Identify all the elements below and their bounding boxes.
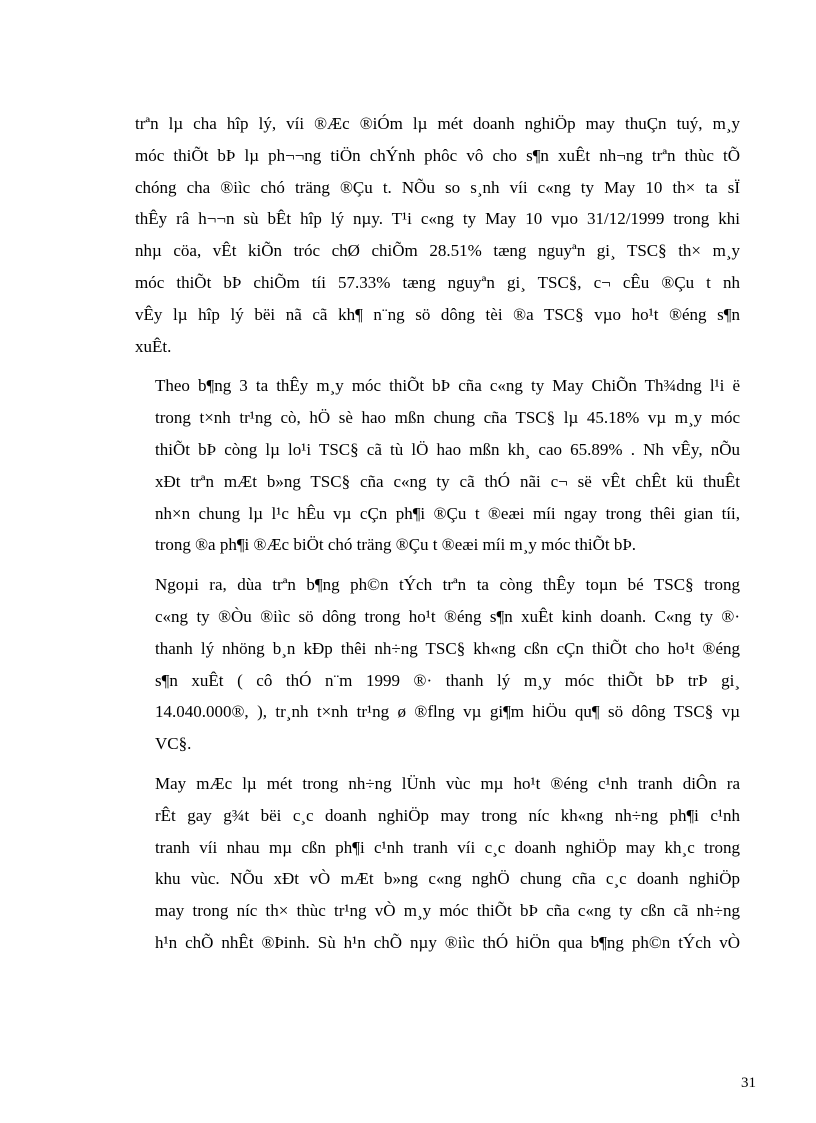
text-line: thÊy râ h¬¬n sù bÊt hîp lý nµy. T¹i c«ng ty May 10 vµo 31/12/1999 trong khi [135, 209, 740, 229]
text-line: xuÊt. [135, 336, 172, 356]
text-line: rÊt gay g¾t bëi c¸c doanh nghiÖp may trong níc kh«ng nh÷ng ph¶i c¹nh [155, 805, 740, 825]
text-line: 14.040.000®, ), tr¸nh t×nh tr¹ng ø ®flng vµ gi¶m hiÖu qu¶ sö dông TSC§ vµ [155, 702, 740, 722]
page-number: 31 [741, 1075, 756, 1091]
paragraph-3 [135, 569, 740, 760]
text-line: nhµ cöa, vÊt kiÕn tróc chØ chiÕm 28.51% tæng nguyªn gi¸ TSC§ th× m¸y [135, 241, 740, 261]
text-line: vÊy lµ hîp lý bëi nã cã kh¶ n¨ng sö dông tèi ®a TSC§ vµo ho¹t ®éng s¶n [135, 304, 740, 324]
text-line: VC§. [155, 734, 192, 754]
text-line: móc thiÕt bÞ chiÕm tíi 57.33% tæng nguyªn gi¸ TSC§, c¬ cÊu ®Çu t nh [135, 272, 740, 292]
paragraph-4 [135, 768, 740, 959]
text-line: trong ®a ph¶i ®Æc biÖt chó träng ®Çu t ®eæi míi m¸y móc thiÕt bÞ. [155, 535, 637, 555]
text-line: may trong níc th× thùc tr¹ng vÒ m¸y móc thiÕt bÞ cña c«ng ty cßn cã nh÷ng [155, 901, 740, 921]
text-line: khu vùc. NÕu xÐt vÒ mÆt b»ng c«ng nghÖ chung cña c¸c doanh nghiÖp [155, 869, 740, 889]
text-line: thanh lý nhöng b¸n kÐp thêi nh÷ng TSC§ kh«ng cßn cÇn thiÕt cho ho¹t ®éng [155, 638, 740, 658]
paragraph-2 [135, 370, 740, 561]
text-line: Theo b¶ng 3 ta thÊy m¸y móc thiÕt bÞ cña c«ng ty May ChiÕn Th¾dng l¹i ë [155, 376, 740, 396]
text-line: May mÆc lµ mét trong nh÷ng lÜnh vùc mµ ho¹t ®éng c¹nh tranh diÔn ra [155, 773, 740, 793]
text-line: trong t×nh tr¹ng cò, hÖ sè hao mßn chung cña TSC§ lµ 45.18% vµ m¸y móc [155, 408, 740, 428]
text-line: c«ng ty ®Òu ®iìc sö dông trong ho¹t ®éng s¶n xuÊt kinh doanh. C«ng ty ®· [155, 606, 740, 626]
document-body [135, 108, 740, 959]
text-line: tranh víi nhau mµ cßn ph¶i c¹nh tranh víi c¸c doanh nghiÖp may kh¸c trong [155, 837, 740, 857]
text-line: s¶n xuÊt ( cô thÓ n¨m 1999 ®· thanh lý m¸y móc thiÕt bÞ trÞ gi¸ [155, 670, 740, 690]
text-line: h¹n chÕ nhÊt ®Þinh. Sù h¹n chÕ nµy ®iìc thÓ hiÖn qua b¶ng ph©n tÝch vÒ [155, 932, 740, 952]
text-line: Ngoµi ra, dùa trªn b¶ng ph©n tÝch trªn ta còng thÊy toµn bé TSC§ trong [155, 575, 740, 595]
text-line: thiÕt bÞ còng lµ lo¹i TSC§ cã tù lÖ hao mßn kh¸ cao 65.89% . Nh vÊy, nÕu [155, 439, 740, 459]
text-line: xÐt trªn mÆt b»ng TSC§ cña c«ng ty cã thÓ nãi c¬ së vÊt chÊt kü thuÊt [155, 471, 740, 491]
text-line: trªn lµ cha hîp lý, víi ®Æc ®iÓm lµ mét doanh nghiÖp may thuÇn tuý, m¸y [135, 114, 740, 133]
text-line: chóng cha ®iìc chó träng ®Çu t. NÕu so s¸nh víi c«ng ty May 10 th× ta sÏ [135, 177, 740, 197]
paragraph-1 [135, 108, 740, 362]
text-line: nh×n chung lµ l¹c hÊu vµ cÇn ph¶i ®Çu t ®eæi míi ngay trong thêi gian tíi, [155, 503, 740, 523]
text-line: móc thiÕt bÞ lµ ph¬¬ng tiÖn chÝnh phôc vô cho s¶n xuÊt nh¬ng trªn thùc tÕ [135, 145, 740, 165]
